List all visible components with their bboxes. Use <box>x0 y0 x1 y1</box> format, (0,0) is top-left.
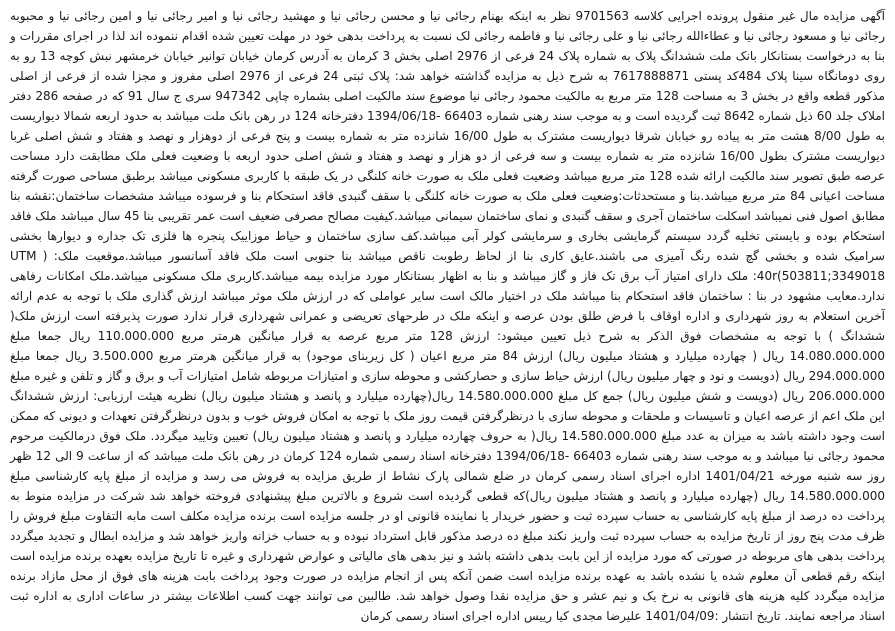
auction-notice-text: آگهی مزایده مال غیر منقول پرونده اجرایی کلاسه 9701563 نظر به اینکه بهنام رجائی نیا و محسن رجائی نیا و مهشید رجائی نیا و امیر رجائی نیا و امین رجائی نیا و محبوبه رجائی نیا و مسعود رجائی نیا و عطاءالله رجائی نیا و علی رجائی نیا و فاطمه رجائی لک نسبت به پرداخت بدهی خود در مهلت تعیین شده اقدام ننموده اند لذا در اجرای مقررات و بنا به درخواست بستانکار بانک ملت ششدانگ پلاک به شماره پلاک 24 فرعی از 2976 اصلی بخش 3 کرمان به آدرس کرمان خیابان توانیر خیابان خرمشهر نبش کوچه 13 رو به روی دومانگاه سینا پلاک 484کد پستی 7617888871 به شرح ذیل به مزایده گذاشته خواهد شد: پلاک ثبتی 24 فرعی از 2976 اصلی مفروز و مجزا شده از فرعی از اصلی مذکور قطعه واقع در بخش 3 به مساحت 128 متر مربع به مالکیت محمود رجائی نیا موضوع سند مالکیت اصلی بشماره چاپی 947342 سری ج سال 91 که در صفحه 286 دفتر املاک جلد 60 ذیل شماره 8642 ثبت گردیده است و به موجب سند رهنی شماره 66403 -1394/06/18 دفترخانه 124 در رهن بانک ملت میباشد به حدود اربعه شمالا دیواریست به طول 8/00 هشت متر به پیاده رو خیابان شرقا دیواریست مشترک به طول 16/00 شانزده متر به شماره بیست و پنج فرعی از دوهزار و نهصد و هفتاد و شش اصلی غربا دیواریست مشترک بطول 16/00 شانزده متر به شماره بیست و سه فرعی از دو هزار و نهصد و هفتاد و شش اصلی حدود اربعه با وضعیت فعلی ملک مطابقت دارد مساحت عرصه طبق تصویر سند مالکیت ارائه شده 128 متر مربع میباشد وضعیت فعلی ملک به صورت خانه کلنگی در یک طبقه با کاربری مسکونی میباشد برطبق مساحی صورت گرفته مساحت اعیانی 84 متر مربع میباشد.بنا و مستحدثات:وضعیت فعلی ملک به صورت خانه کلنگی با سقف گنبدی فاقد استحکام بنا و فرسوده میباشد مشخصات ساختمان:نقشه بنا مطابق اصول فنی نمیباشد اسکلت ساختمان آجری و سقف گنبدی و نمای ساختمان سیمانی میباشد.کیفیت مصالح مصرفی ضعیف است عمر تقریبی بنا 45 سال میباشد ملک فاقد استحکام بوده و بایستی تخلیه گردد سیستم گرمایشی بخاری و سرمایشی کولر آبی میباشد.کف سازی ساختمان و حیاط موزاییک پنجره ها فلزی تک جداره و دیوارها بخشی سرامیک شده و بخشی گچ شده رنگ آمیزی می باشند.عایق کاری بنا از لحاظ رطوبت ناقص میباشد بنا جنوبی است ملک فاقد آسانسور میباشد.موقعیت ملک: ( UTM :40r(503811;3349018 ملک دارای امتیاز آب برق تک فاز و گاز میباشد و بنا به اظهار بستانکار مورد مزایده بیمه میباشد.کاربری ملک مسکونی میباشد.ملک امکانات رفاهی ندارد.معایب مشهود در بنا : ساختمان فاقد استحکام بنا میباشد ملک در اختیار مالک است سایر عواملی که در ارزش ملک موثر میباشد ارزش گذاری ملک با توجه به عدم ارائه آخرین استعلام به روز شهرداری و اداره اوقاف با فرض طلق بودن عرصه و اینکه ملک در طرحهای تعریضی و عمرانی شهرداری قرار ندارد صورت پذیرفته است ارزش ملک( ششدانگ ) با توجه به مشخصات فوق الذکر به شرح ذیل تعیین میشود: ارزش 128 متر مربع عرصه به قرار میانگین هرمتر مربع 110.000.000 ریال جمعا مبلغ 14.080.000.000 ریال ( چهارده میلیارد و هشتاد میلیون ریال) ارزش 84 متر مربع اعیان ( کل زیربنای موجود) به قرار میانگین هرمتر مربع 3.500.000 ریال جمعا مبلغ 294.000.000 ریال (دویست و نود و چهار میلیون ریال) ارزش حیاط سازی و حصارکشی و محوطه سازی و امتیازات مربوطه شامل امتیازات آب و برق و گاز و تلفن و غیره مبلغ 206.000.000 ریال (دویست و شش میلیون ریال) جمع کل مبلغ 14.580.000.000 ریال(چهارده میلیارد و پانصد و هشتاد میلیون ریال) نظریه هیئت ارزیابی: ارزش ششدانگ این ملک اعم از عرصه اعیان و تاسیسات و ملحقات و محوطه سازی با درنظرگرفتن قیمت روز ملک با توجه به امکان فروش خوب و بدون درنظرگرفتن تعهدات و دیونی که ممکن است وجود داشته باشد به میزان به عدد مبلغ 14.580.000.000 ریال( به حروف چهارده میلیارد و پانصد و هشتاد میلیون ریال) تعیین وتایید میگردد. ملک فوق درمالکیت مرحوم محمود رجائی نیا میباشد و به موجب سند رهنی شماره 66403 -1394/06/18 دفترخانه اسناد رسمی شماره 124 کرمان در رهن بانک ملت میباشد که از ساعت 9 الی 12 ظهر روز سه شنبه مورخه 1401/04/21 اداره اجرای اسناد رسمی کرمان در ضلع شمالی پارک نشاط از طریق مزایده به فروش می رسد و مزایده از مبلغ پایه کارشناسی مبلغ 14.580.000.000 ریال (چهارده میلیارد و پانصد و هشتاد میلیون ریال)که قطعی گردیده است شروع و بالاترین مبلغ پیشنهادی فروخته خواهد شد شرکت در مزایده منوط به پرداخت ده درصد از مبلغ پایه کارشناسی به حساب سپرده ثبت و حضور خریدار یا نماینده قانونی او در جلسه مزایده است برنده مزایده مکلف است مابه التفاوت مبلغ فروش را ظرف مدت پنج روز از تاریخ مزایده به حساب سپرده ثبت واریز نکند مبلغ ده درصد مذکور قابل استرداد نبوده و به حساب خزانه واریز خواهد شد و مزایده ابطال و تجدید میگردد پرداخت بدهی های مربوطه در صورتی که مورد مزایده از این بابت بدهی داشته باشد و نیز بدهی های مالیاتی و عوارض شهرداری و غیره تا تاریخ مزایده بعهده برنده مزایده است اینکه رقم قطعی آن معلوم شده یا نشده باشد به عهده برنده مزایده است ضمن آنکه پس از انجام مزایده در صورت وجود پرداخت بابت هزینه های فوق از محل مازاد برنده مزایده میگردد کلیه هزینه های قانونی به نرخ یک و نیم عشر و حق مزایده نقدا وصول خواهد شد. طالبین می توانند جهت کسب اطلاعات بیشتر در ساعات اداری به اداره ثبت اسناد مراجعه نمایند. تاریخ انتشار :1401/04/09 علیرضا مجدی کیا رییس اداره اجرای اسناد رسمی کرمان <box>10 9 886 623</box>
